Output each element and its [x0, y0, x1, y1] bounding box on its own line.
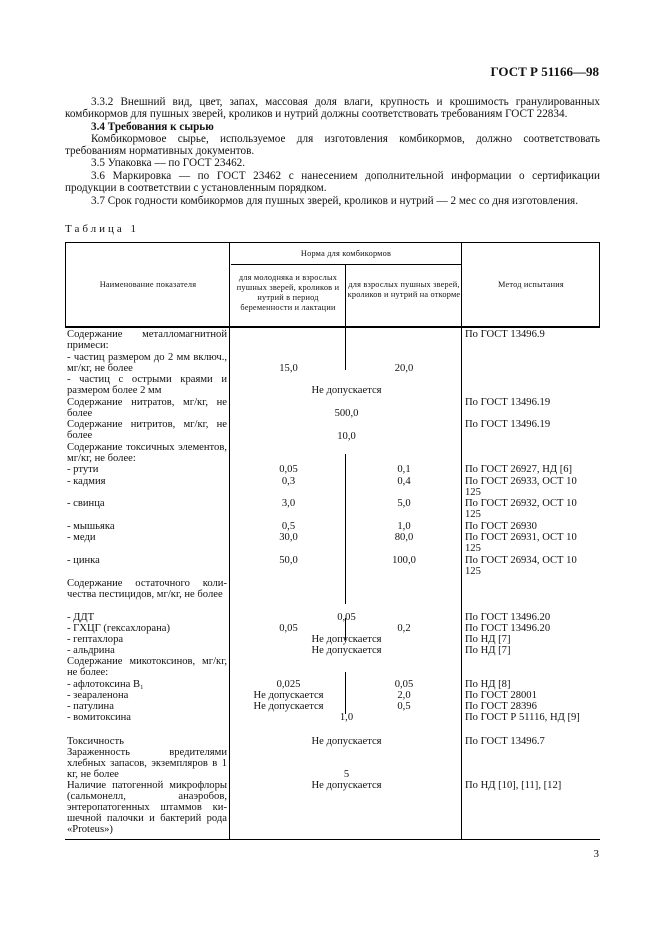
- table-row-value-merged: Не допускается: [311, 645, 382, 656]
- table-row-value-young: 0,05: [279, 623, 298, 634]
- table-row-name: - кадмия: [67, 476, 106, 487]
- table-row-value-adult: 0,05: [394, 679, 414, 690]
- table-left-border: [65, 242, 66, 326]
- table-row-name: Содержание нитратов, мг/кг, не более: [67, 397, 227, 419]
- table-row-method: По ГОСТ 26927, НД [6]: [465, 464, 573, 475]
- table-row-value-adult: 100,0: [392, 555, 416, 566]
- table-row-value-adult: 2,0: [397, 690, 411, 701]
- header-bottom-border: [65, 326, 600, 328]
- table-row-value-merged: 5: [343, 769, 350, 780]
- table-row-method: По ГОСТ 13496.20: [465, 612, 551, 623]
- table-row-method: По ГОСТ 13496.7: [465, 736, 545, 747]
- table-row-value-young: Не допускается: [253, 701, 324, 712]
- table-row-name: - вомитоксина: [67, 712, 131, 723]
- header-norm-group: Норма для комбикормов: [300, 249, 392, 258]
- table-row-value-young: 0,5: [281, 521, 296, 532]
- table-row-method: По ГОСТ 28396: [465, 701, 537, 712]
- table-row-name: Содержание металломагнитной примеси:: [67, 329, 227, 351]
- table-top-border: [65, 242, 600, 243]
- table-row-value-adult: 0,1: [397, 464, 411, 475]
- paragraph-3-3-2: 3.3.2 Внешний вид, цвет, запах, массовая доля влаги, крупность и крошимость гранулированных комбикормов для пушных зверей, кроликов и нутрий должны соответствовать требованиям ГОСТ 22834.: [65, 96, 600, 120]
- norm-header-divider: [231, 264, 462, 265]
- table-row-value-merged: Не допускается: [311, 780, 382, 791]
- table-row-value-adult: 5,0: [397, 498, 411, 509]
- table-row-name: - афлотоксина B₁: [67, 679, 144, 690]
- table-row-method: По ГОСТ 13496.20: [465, 623, 551, 634]
- table-row-name: - альдрина: [67, 645, 115, 656]
- table-row-name: Наличие патогенной микрофлоры (сальмонелл, анаэробов, энтеропатогенных штаммов кишечной палочки и бактерий рода «Proteus»): [67, 780, 227, 835]
- paragraph-3-4: Комбикормовое сырье, используемое для изготовления комбикормов, должно соответствовать требованиям нормативных документов.: [65, 133, 600, 157]
- header-adult-fattening: для взрослых пушных зверей, кроликов и нутрий на откорме: [347, 280, 461, 299]
- table-bottom-border: [65, 839, 600, 840]
- table-row-value-young: 3,0: [281, 498, 296, 509]
- table-row-name: - ГХЦГ (гексахлорана): [67, 623, 171, 634]
- table-row-name: - меди: [67, 532, 96, 543]
- table-row-name: - зеараленона: [67, 690, 129, 701]
- table-row-method: По ГОСТ 26934, ОСТ 10 125: [465, 555, 577, 577]
- table-row-method: По ГОСТ 26932, ОСТ 10 125: [465, 498, 577, 520]
- table-row-method: По ГОСТ 26933, ОСТ 10 125: [465, 476, 577, 498]
- table-row-value-merged: 500,0: [334, 408, 359, 419]
- table-row-method: По ГОСТ 13496.9: [465, 329, 545, 340]
- paragraph-3-5: 3.5 Упаковка — по ГОСТ 23462.: [91, 157, 246, 169]
- section-heading-3-4: 3.4 Требования к сырью: [91, 121, 214, 133]
- table-row-value-merged: 1,0: [339, 712, 354, 723]
- paragraph-3-6: 3.6 Маркировка — по ГОСТ 23462 с нанесением дополнительной информации о сертификации продукции в соответствии с установленным порядком.: [65, 170, 600, 194]
- table-row-value-young: 50,0: [279, 555, 298, 566]
- paragraph-3-7: 3.7 Срок годности комбикормов для пушных зверей, кроликов и нутрий — 2 мес со дня изготовления.: [91, 195, 579, 207]
- table-row-value-adult: 0,2: [397, 623, 411, 634]
- table-row-method: По НД [8]: [465, 679, 511, 690]
- table-row-name: - ДДТ: [67, 612, 95, 623]
- table-row-value-young: 15,0: [279, 363, 298, 374]
- table-row-value-merged: Не допускается: [311, 634, 382, 645]
- table-row-name: - цинка: [67, 555, 100, 566]
- table-row-method: По ГОСТ 26930: [465, 521, 537, 532]
- table-row-value-young: 0,05: [279, 464, 298, 475]
- table-row-name: - частиц размером до 2 мм включ., мг/кг, не более: [67, 352, 227, 374]
- table-row-name: - свинца: [67, 498, 105, 509]
- table-1: [65, 242, 600, 840]
- table-row-value-adult: 20,0: [394, 363, 414, 374]
- table-row-name: Содержание остаточного количества пестицидов, мг/кг, не более: [67, 578, 227, 600]
- table-caption: Таблица 1: [65, 223, 140, 235]
- table-row-name: Содержание нитритов, мг/кг, не более: [67, 419, 227, 441]
- table-row-value-young: 0,3: [281, 476, 296, 487]
- table-row-value-adult: 0,4: [397, 476, 411, 487]
- document-header: ГОСТ Р 51166—98: [490, 64, 599, 79]
- table-row-value-adult: 80,0: [394, 532, 414, 543]
- name-column-divider: [229, 242, 230, 840]
- table-row-method: По ГОСТ Р 51116, НД [9]: [465, 712, 580, 723]
- table-row-name: Зараженность вредителями хлебных запасов, экземпляров в 1 кг, не более: [67, 747, 227, 780]
- table-row-method: По НД [10], [11], [12]: [465, 780, 562, 791]
- table-row-value-merged: 10,0: [337, 431, 356, 442]
- header-test-method: Метод испытания: [498, 280, 564, 289]
- table-row-value-young: 0,025: [276, 679, 301, 690]
- page-number: 3: [593, 848, 599, 860]
- table-row-value-merged: Не допускается: [311, 385, 382, 396]
- header-indicator-name: Наименование показателя: [99, 280, 197, 289]
- table-row-value-young: 30,0: [279, 532, 298, 543]
- table-row-value-young: Не допускается: [253, 690, 324, 701]
- table-row-value-adult: 1,0: [397, 521, 411, 532]
- table-row-method: По НД [7]: [465, 634, 511, 645]
- table-row-method: По ГОСТ 26931, ОСТ 10 125: [465, 532, 577, 554]
- table-row-name: - ртути: [67, 464, 99, 475]
- table-right-border: [599, 242, 600, 326]
- table-row-name: Содержание токсичных элементов, мг/кг, не более:: [67, 442, 227, 464]
- table-row-name: - мышьяка: [67, 521, 115, 532]
- table-row-name: Токсичность: [67, 736, 124, 747]
- table-row-value-adult: 0,5: [397, 701, 411, 712]
- table-row-name: Содержание микотоксинов, мг/кг, не более:: [67, 656, 227, 678]
- table-row-value-merged: Не допускается: [311, 736, 382, 747]
- table-row-value-merged: 0,05: [337, 612, 356, 623]
- table-row-method: По ГОСТ 13496.19: [465, 397, 551, 408]
- table-row-method: По ГОСТ 28001: [465, 690, 537, 701]
- table-row-method: По ГОСТ 13496.19: [465, 419, 551, 430]
- table-row-name: - патулина: [67, 701, 114, 712]
- norm-subcolumn-divider: [345, 264, 346, 326]
- table-row-name: - частиц с острыми краями и размером более 2 мм: [67, 374, 227, 396]
- table-row-method: По НД [7]: [465, 645, 511, 656]
- header-young-animals: для молодняка и взрослых пушных зверей, кроликов и нутрий в период беременности и лактации: [236, 273, 340, 312]
- table-row-name: - гептахлора: [67, 634, 124, 645]
